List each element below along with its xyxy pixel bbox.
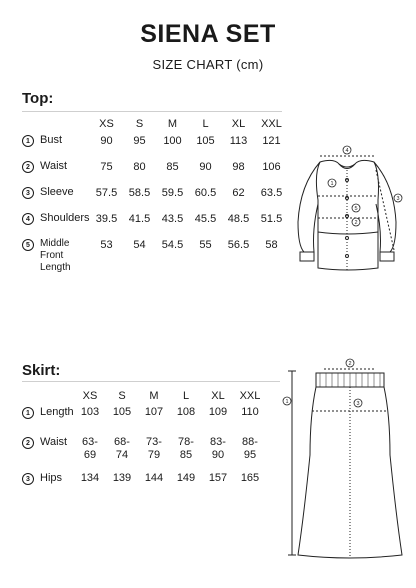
neckline — [339, 164, 355, 169]
skirt-size-table — [22, 386, 266, 498]
skirt-marker-2-label: 2 — [348, 361, 352, 367]
measurement-number-badge: 2 — [22, 161, 34, 173]
size-value-cell: 62 — [232, 187, 245, 199]
top-size-table — [22, 114, 288, 278]
size-value-cell: 59.5 — [161, 187, 184, 199]
skirt-header-size: XXL — [239, 390, 261, 402]
size-value-cell: 80 — [133, 161, 146, 173]
skirt-row — [22, 472, 266, 498]
size-value-cell: 58.5 — [128, 187, 151, 199]
page-subtitle: SIZE CHART (cm) — [152, 57, 264, 72]
top-row — [22, 186, 288, 212]
size-value-cell: 103 — [80, 406, 100, 418]
size-value-cell: 105 — [196, 135, 215, 147]
top-row — [22, 160, 288, 186]
skirt-header-size: XL — [211, 390, 225, 402]
size-value-cell: 157 — [208, 472, 228, 484]
size-value-cell: 110 — [241, 406, 259, 418]
top-header-size: M — [167, 118, 178, 130]
size-value-cell: 83-90 — [210, 436, 226, 461]
measurement-number-badge: 2 — [22, 437, 34, 449]
size-value-cell: 63.5 — [260, 187, 283, 199]
skirt-header-size: M — [149, 390, 159, 402]
left-cuff — [300, 252, 314, 261]
size-value-cell: 165 — [240, 472, 260, 484]
skirt-body-outline — [298, 387, 402, 558]
top-section-title: Top: — [22, 90, 54, 107]
size-value-cell: 63-69 — [82, 436, 98, 461]
top-header-size: L — [202, 118, 209, 130]
size-value-cell: 73-79 — [146, 436, 162, 461]
size-value-cell: 144 — [144, 472, 164, 484]
size-value-cell: 90 — [100, 135, 113, 147]
top-row-label-cell — [22, 212, 90, 238]
size-value-cell: 41.5 — [128, 213, 151, 225]
measurement-name: Hips — [40, 472, 63, 484]
measurement-number-badge: 3 — [22, 187, 34, 199]
size-value-cell: 139 — [112, 472, 132, 484]
measurement-name: Shoulders — [40, 212, 90, 224]
top-row — [22, 212, 288, 238]
top-header-row — [22, 114, 288, 134]
size-value-cell: 78-85 — [178, 436, 194, 461]
measurement-number-badge: 1 — [22, 407, 34, 419]
measurement-number-badge: 4 — [22, 213, 34, 225]
size-value-cell: 55 — [199, 239, 212, 251]
skirt-marker-3-label: 3 — [356, 401, 360, 407]
size-value-cell: 53 — [100, 239, 113, 251]
measurement-name: Length — [40, 406, 74, 418]
waist-seam — [318, 232, 378, 234]
size-value-cell: 121 — [262, 135, 281, 147]
top-header-size: S — [135, 118, 144, 130]
top-garment-diagram — [294, 140, 404, 295]
button — [346, 237, 349, 240]
button — [346, 255, 349, 258]
measurement-label — [22, 436, 74, 449]
size-value-cell: 149 — [176, 472, 196, 484]
skirt-header-size: L — [182, 390, 190, 402]
measurement-label — [22, 238, 90, 274]
size-value-cell: 113 — [229, 135, 248, 147]
top-row-label-cell — [22, 238, 90, 278]
size-value-cell: 43.5 — [161, 213, 184, 225]
skirt-row — [22, 436, 266, 472]
size-value-cell: 48.5 — [227, 213, 250, 225]
measurement-name: Bust — [40, 134, 63, 146]
top-header-size: XL — [231, 118, 246, 130]
skirt-row-label-cell — [22, 472, 74, 498]
size-value-cell: 51.5 — [260, 213, 283, 225]
size-value-cell: 105 — [112, 406, 132, 418]
top-row-label-cell — [22, 160, 90, 186]
size-value-cell: 68-74 — [114, 436, 130, 461]
size-value-cell: 57.5 — [95, 187, 118, 199]
size-value-cell: 58 — [265, 239, 278, 251]
size-value-cell: 108 — [176, 406, 196, 418]
top-header-blank — [22, 114, 90, 134]
skirt-header-blank — [22, 386, 74, 406]
skirt-row-label-cell — [22, 436, 74, 472]
top-row-label-cell — [22, 134, 90, 160]
skirt-header-size: S — [118, 390, 126, 402]
measurement-number-badge: 3 — [22, 473, 34, 485]
size-value-cell: 98 — [232, 161, 245, 173]
skirt-header-row — [22, 386, 266, 406]
right-cuff — [380, 252, 394, 261]
measurement-name: Sleeve — [40, 186, 74, 198]
marker-5-label: 5 — [354, 206, 358, 212]
size-value-cell: 107 — [144, 406, 164, 418]
waistband-gathers — [320, 373, 380, 387]
skirt-section-title: Skirt: — [22, 362, 61, 379]
size-value-cell: 85 — [166, 161, 179, 173]
measurement-label — [22, 472, 74, 485]
measurement-name: Waist — [40, 160, 68, 172]
size-value-cell: 106 — [262, 161, 281, 173]
marker-1-label: 1 — [330, 181, 334, 187]
size-value-cell: 109 — [208, 406, 228, 418]
skirt-garment-diagram — [280, 355, 408, 575]
skirt-row — [22, 406, 266, 436]
measurement-label — [22, 134, 90, 147]
measurement-label — [22, 186, 90, 199]
size-value-cell: 39.5 — [95, 213, 118, 225]
size-value-cell: 75 — [100, 161, 113, 173]
skirt-marker-1-label: 1 — [285, 399, 289, 405]
measurement-label — [22, 212, 90, 225]
size-value-cell: 45.5 — [194, 213, 217, 225]
measurement-name: Waist — [40, 436, 68, 448]
size-value-cell: 88-95 — [242, 436, 258, 461]
skirt-divider — [22, 381, 280, 382]
size-value-cell: 100 — [163, 135, 182, 147]
size-value-cell: 56.5 — [227, 239, 250, 251]
top-row-label-cell — [22, 186, 90, 212]
top-divider — [22, 111, 282, 112]
skirt-row-label-cell — [22, 406, 74, 436]
page-title: SIENA SET — [140, 20, 276, 48]
top-row — [22, 238, 288, 278]
marker-3-label: 3 — [396, 196, 400, 202]
marker-4-label: 4 — [345, 148, 349, 154]
measurement-name: Middle Front Length — [40, 238, 71, 273]
measurement-label — [22, 406, 74, 419]
measurement-number-badge: 1 — [22, 135, 34, 147]
top-header-size: XXL — [261, 118, 282, 130]
marker-2-label: 2 — [354, 220, 358, 226]
measurement-label — [22, 160, 90, 173]
measurement-number-badge: 5 — [22, 239, 34, 251]
skirt-header-size: XS — [82, 390, 98, 402]
size-value-cell: 95 — [133, 135, 146, 147]
sleeve-measure-line — [376, 170, 394, 250]
size-value-cell: 54 — [133, 239, 146, 251]
size-value-cell: 60.5 — [194, 187, 217, 199]
size-value-cell: 54.5 — [161, 239, 184, 251]
top-row — [22, 134, 288, 160]
top-header-size: XS — [99, 118, 114, 130]
size-value-cell: 134 — [80, 472, 100, 484]
size-value-cell: 90 — [199, 161, 212, 173]
